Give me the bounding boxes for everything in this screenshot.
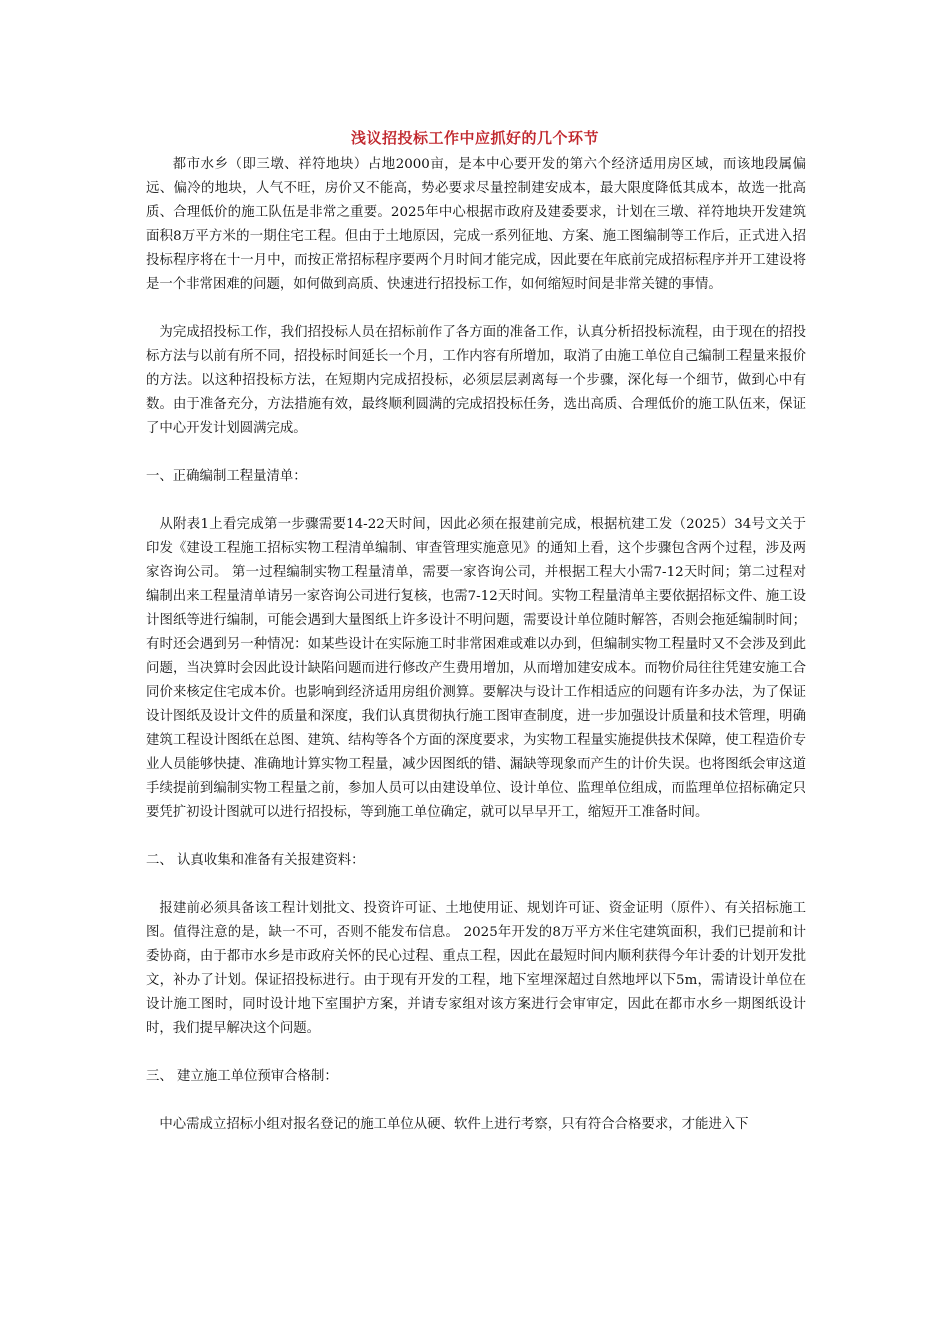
document-title: 浅议招投标工作中应抓好的几个环节 xyxy=(350,129,599,147)
section-heading-3: 三、 建立施工单位预审合格制： xyxy=(146,1069,338,1084)
section-heading-1: 一、正确编制工程量清单： xyxy=(146,469,307,484)
paragraph-intro: 都市水乡（即三墩、祥符地块）占地2000亩，是本中心要开发的第六个经济适用房区域，而该地段属偏远、偏冷的地块，人气不旺，房价又不能高，势必要求尽量控制建安成本，最大限度降低其成本，故选一批高质、合理低价的施工队伍是非常之重要。2025年中心根据市政府及建委要求，计划在三墩、祥符地块开发建筑面积8万平方米的一期住宅工程。但由于土地原因，完成一系列征地、方案、施工图编制等工作后，正式进入招投标程序将在十一月中，而按正常招标程序要两个月时间才能完成，因此要在年底前完成招标程序并开工建设将是一个非常困难的问题，如何做到高质、快速进行招投标工作，如何缩短时间是非常关键的事情。 xyxy=(146,157,806,292)
paragraph-section-1: 从附表1上看完成第一步骤需要14-22天时间，因此必须在报建前完成，根据杭建工发（2025）34号文关于印发《建设工程施工招标实物工程清单编制、审查管理实施意见》的通知上看，这个步骤包含两个过程，涉及两家咨询公司。 第一过程编制实物工程量清单，需要一家咨询公司，并根据工程大小需7-12天时间；第二过程对编制出来工程量清单请另一家咨询公司进行复核，也需7-12天时间。实物工程量清单主要依据招标文件、施工设计图纸等进行编制，可能会遇到大量图纸上许多设计不明问题，需要设计单位随时解答，否则会拖延编制时间；有时还会遇到另一种情况：如某些设计在实际施工时非常困难或难以办到，但编制实物工程量时又不会涉及到此问题，当决算时会因此设计缺陷问题而进行修改产生费用增加，从而增加建安成本。而物价局往往凭建安施工合同价来核定住宅成本价。也影响到经济适用房组价测算。要解决与设计工作相适应的问题有许多办法，为了保证设计图纸及设计文件的质量和深度，我们认真贯彻执行施工图审查制度，进一步加强设计质量和技术管理，明确建筑工程设计图纸在总图、建筑、结构等各个方面的深度要求，为实物工程量实施提供技术保障，使工程造价专业人员能够快捷、准确地计算实物工程量，减少因图纸的错、漏缺等现象而产生的计价失误。也将图纸会审这道手续提前到编制实物工程量之前，参加人员可以由建设单位、设计单位、监理单位组成，而监理单位招标确定只要凭扩初设计图就可以进行招投标，等到施工单位确定，就可以早早开工，缩短开工准备时间。 xyxy=(146,517,806,820)
paragraph-section-3: 中心需成立招标小组对报名登记的施工单位从硬、软件上进行考察，只有符合合格要求，才能进入下 xyxy=(159,1117,749,1132)
section-heading-2: 二、 认真收集和准备有关报建资料： xyxy=(146,853,365,868)
paragraph-section-2: 报建前必须具备该工程计划批文、投资许可证、土地使用证、规划许可证、资金证明（原件）、有关招标施工图。值得注意的是，缺一不可，否则不能发布信息。 2025年开发的8万平方米住宅建筑面积，我们已提前和计委协商，由于都市水乡是市政府关怀的民心过程、重点工程，因此在最短时间内顺利获得今年计委的计划开发批文，补办了计划。保证招投标进行。由于现有开发的工程，地下室埋深超过自然地坪以下5m，需请设计单位在设计施工图时，同时设计地下室围护方案，并请专家组对该方案进行会审审定，因此在都市水乡一期图纸设计时，我们提早解决这个问题。 xyxy=(146,901,806,1036)
document-body xyxy=(146,153,806,1137)
paragraph-preparation: 为完成招投标工作，我们招投标人员在招标前作了各方面的准备工作，认真分析招投标流程，由于现在的招投标方法与以前有所不同，招投标时间延长一个月，工作内容有所增加，取消了由施工单位自己编制工程量来报价的方法。以这种招投标方法，在短期内完成招投标，必须层层剥离每一个步骤，深化每一个细节，做到心中有数。由于准备充分，方法措施有效，最终顺利圆满的完成招投标任务，选出高质、合理低价的施工队伍来，保证了中心开发计划圆满完成。 xyxy=(146,325,806,436)
